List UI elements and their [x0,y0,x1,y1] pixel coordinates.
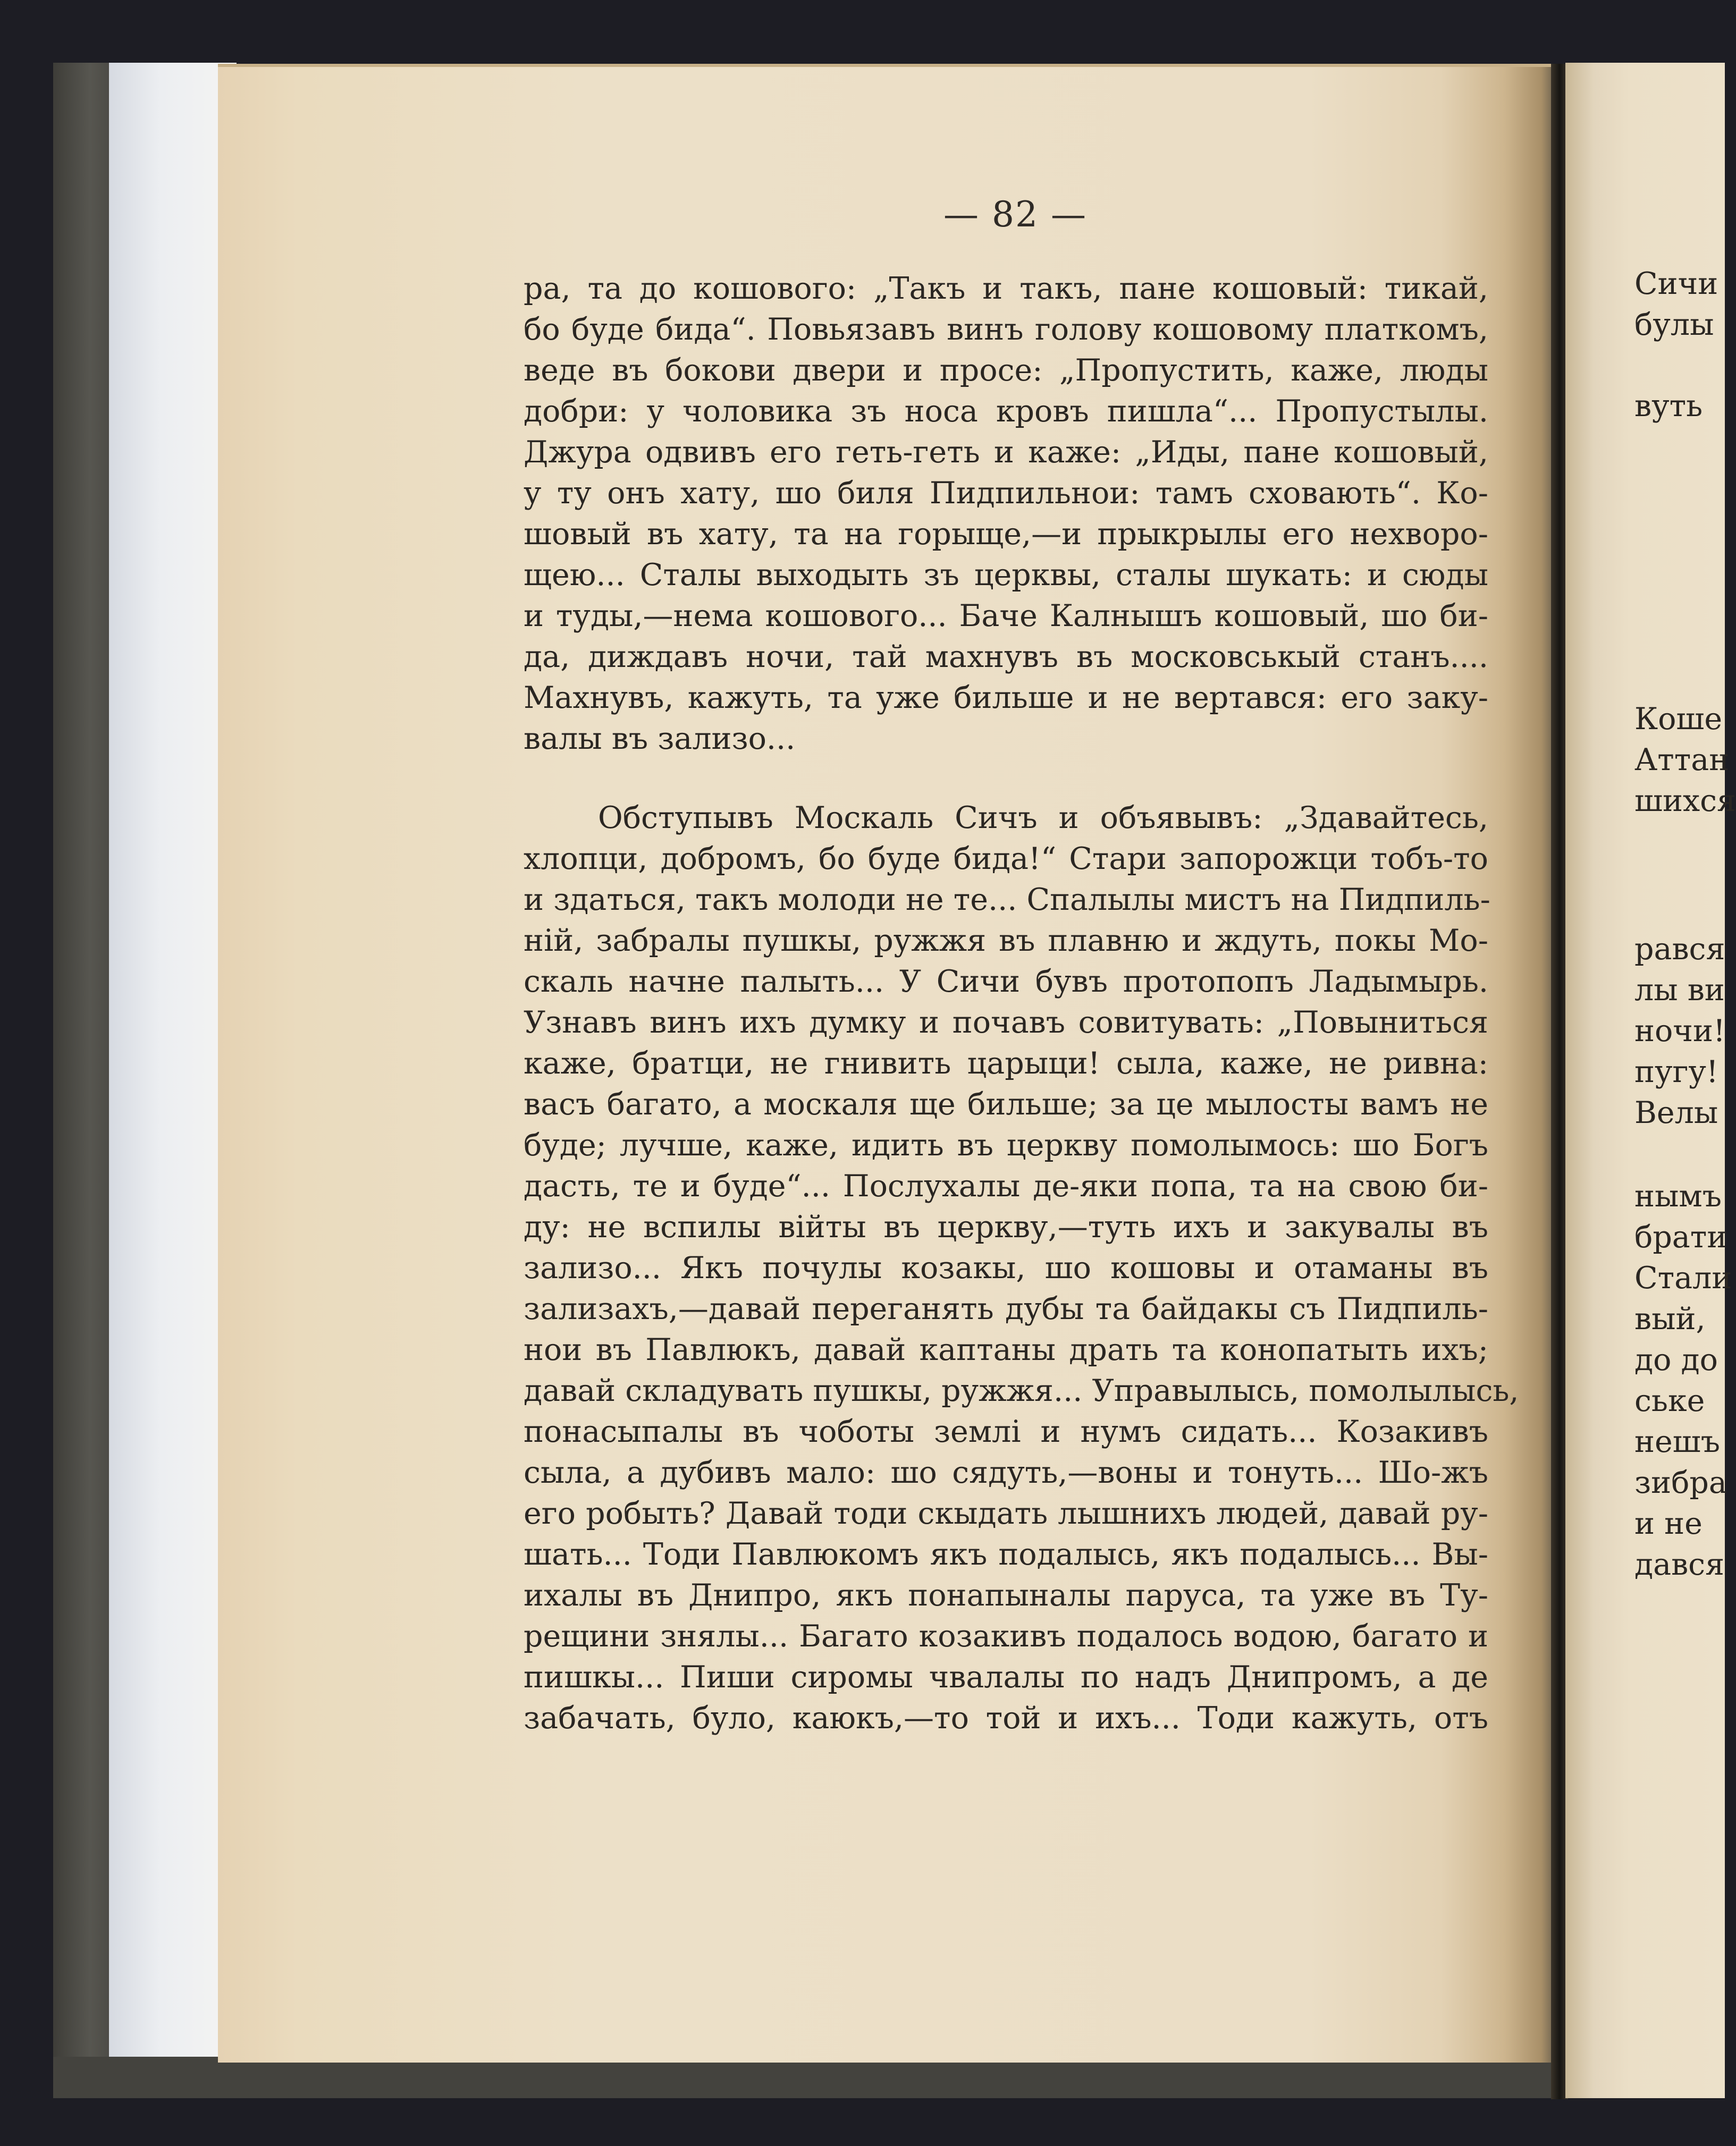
book-cover-bottom [53,2057,1563,2098]
facing-page-fragment: до до [1634,1342,1718,1378]
page-number: — 82 — [943,194,1087,235]
text-line: каже, братци, не гнивить царыци! сыла, каже, не ривна: [524,1046,1488,1081]
text-line: давай складувать пушкы, ружжя... Управылысь, помолылысь, [524,1373,1519,1408]
text-line: и туды,—нема кошового... Баче Калнышъ кошовый, шо би- [524,598,1488,633]
paragraph-gap [524,759,1488,798]
text-line: забачать, було, каюкъ,—то той и ихъ... Тоди кажуть, отъ [524,1701,1488,1736]
facing-page-fragment: брати [1634,1220,1727,1255]
text-line: Обступывъ Москаль Сичъ и объявывъ: „Здавайтесь, [598,800,1488,835]
text-line: дасть, те и буде“... Послухалы де-яки попа, та на свою би- [524,1169,1488,1204]
facing-page-fragment: рався [1634,932,1725,967]
text-line: нои въ Павлюкъ, давай каптаны драть та конопатыть ихъ; [524,1332,1488,1367]
text-line: зализо... Якъ почулы козакы, шо кошовы и отаманы въ [524,1251,1488,1286]
text-line: щею... Сталы выходыть зъ церквы, сталы шукать: и сюды [524,557,1488,593]
text-line: ду: не вспилы війты въ церкву,—туть ихъ и закувалы въ [524,1210,1488,1245]
text-line: Узнавъ винъ ихъ думку и почавъ совитувать: „Повыниться [524,1005,1488,1040]
text-line: Махнувъ, кажуть, та уже бильше и не вертався: его заку- [524,680,1488,715]
text-line: буде; лучше, каже, идить въ церкву помолымось: шо Богъ [524,1128,1488,1163]
facing-page-fragment: зибра [1634,1465,1727,1500]
text-line: и здаться, такъ молоди не те... Спалылы мистъ на Пидпиль- [524,882,1490,917]
text-line: васъ багато, а москаля ще бильше; за це мылосты вамъ не [524,1087,1488,1122]
facing-page-fragment: шихся [1634,783,1736,818]
facing-page-fragment: булы [1634,307,1714,342]
facing-page-fragment: нешъ [1634,1424,1720,1459]
facing-page-fragment: дався [1634,1547,1725,1582]
text-line: Джура одвивъ его геть-геть и каже: „Иды, пане кошовый, [524,435,1488,470]
facing-page-fragment: Сичи [1634,266,1718,301]
text-line: его робыть? Давай тоди скыдать лышнихъ людей, давай ру- [524,1496,1488,1531]
paragraph [524,268,1488,759]
facing-page-fragment: вый, [1634,1302,1706,1337]
text-line: зализахъ,—давай переганять дубы та байдакы съ Пидпиль- [524,1291,1488,1327]
text-line: понасыпалы въ чоботы землі и нумъ сидать... Козакивъ [524,1414,1488,1449]
facing-page-fragment: Стали [1634,1261,1732,1296]
text-line: ра, та до кошового: „Такъ и такъ, пане кошовый: тикай, [524,271,1488,306]
facing-page-fragment: ночи! [1634,1013,1725,1049]
facing-page-fragment: лы ви [1634,973,1725,1008]
facing-page-fragment: Коше [1634,702,1723,737]
facing-page-fragment: вуть [1634,388,1703,424]
facing-page-fragment: и не [1634,1506,1703,1541]
facing-page-fragment: Велы [1634,1095,1718,1130]
text-line: валы въ зализо... [524,721,796,756]
text-line: скаль начне палыть... У Сичи бувъ протопопъ Ладымырь. [524,964,1488,999]
text-line: хлопци, добромъ, бо буде бида!“ Стари запорожци тобъ-то [524,841,1488,876]
text-line: да, диждавъ ночи, тай махнувъ въ московськый станъ.... [524,639,1488,674]
text-line: ній, забралы пушкы, ружжя въ плавню и ждуть, покы Мо- [524,923,1488,958]
facing-page-fragment: Аттан [1634,742,1730,778]
right-page [1565,63,1736,2098]
text-line: веде въ бокови двери и просе: „Пропустить, каже, люды [524,353,1488,388]
endpaper [109,63,237,2058]
text-line: сыла, а дубивъ мало: шо сядуть,—воны и тонуть... Шо-жъ [524,1455,1488,1490]
book-cover-board [53,63,114,2098]
text-line: пишкы... Пиши сиромы чвалалы по надъ Днипромъ, а де [524,1660,1488,1695]
page-body-text [524,268,1519,1739]
text-line: рещини знялы... Багато козакивъ подалось водою, багато и [524,1619,1488,1654]
text-line: шать... Тоди Павлюкомъ якъ подалысь, якъ подалысь... Вы- [524,1537,1488,1572]
text-line: шовый въ хату, та на горыще,—и прыкрылы его нехворо- [524,517,1488,552]
text-line: добри: у чоловика зъ носа кровъ пишла“... Пропустылы. [524,394,1488,429]
paragraph [524,798,1519,1739]
text-line: ихалы въ Днипро, якъ понапыналы паруса, та уже въ Ту- [524,1578,1488,1613]
facing-page-fragment: ське [1634,1383,1705,1418]
text-line: бо буде бида“. Повьязавъ винъ голову кошовому платкомъ, [524,312,1488,347]
facing-page-fragment: нымъ [1634,1179,1722,1214]
facing-page-fragment: пугу! [1634,1054,1718,1089]
text-line: у ту онъ хату, шо биля Пидпильнои: тамъ сховають“. Ко- [524,476,1488,511]
